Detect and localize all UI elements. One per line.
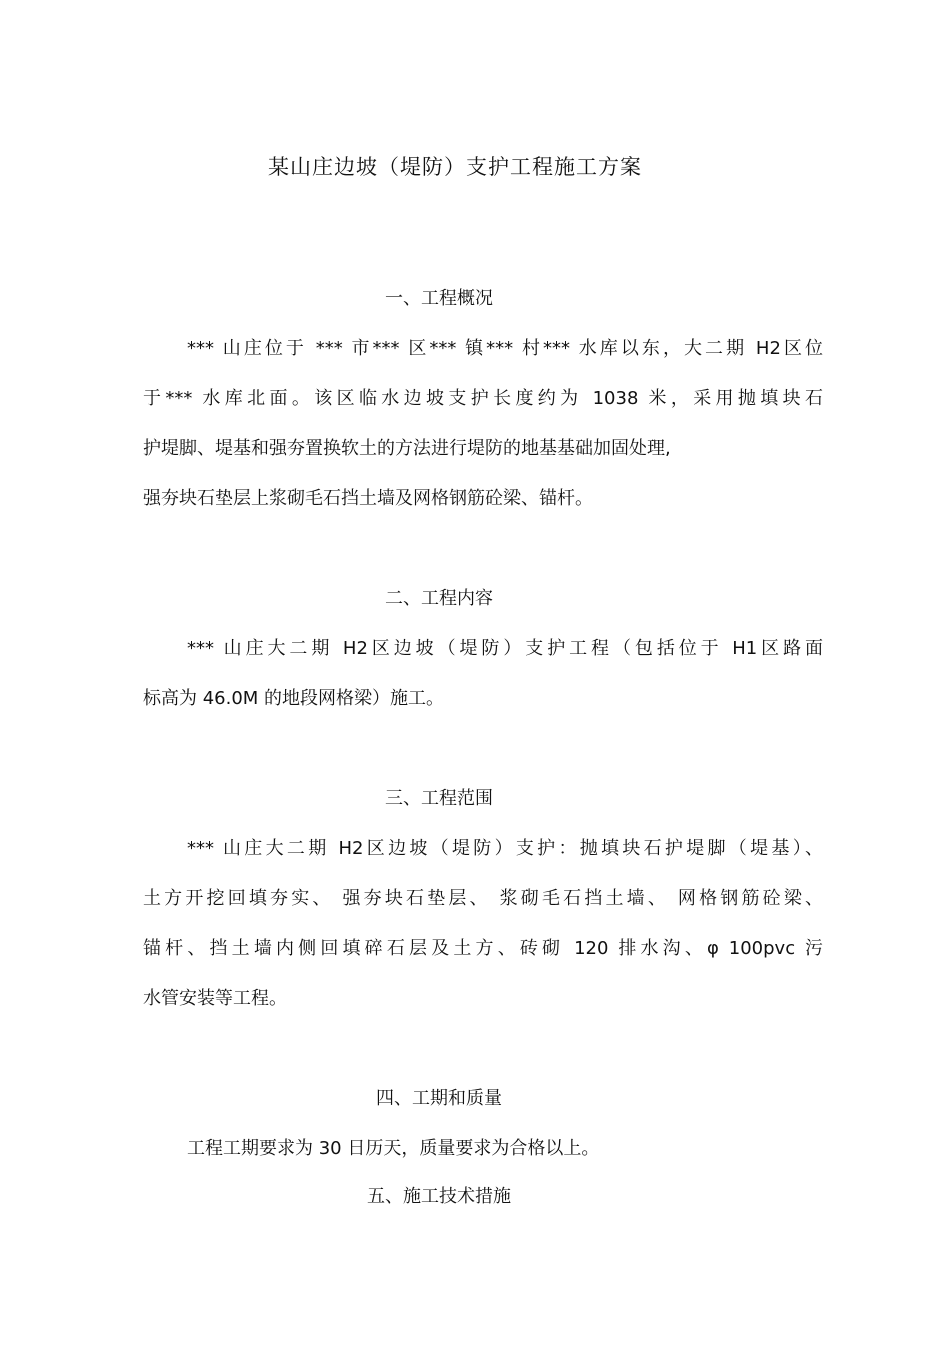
paragraph-line: *** 山庄位于 *** 市*** 区*** 镇*** 村*** 水库以东，大二期 H2区位: [187, 338, 823, 359]
document-title: 某山庄边坡（堤防）支护工程施工方案: [268, 155, 642, 179]
paragraph-line: 水管安装等工程。: [143, 988, 287, 1009]
paragraph-line: 于*** 水库北面。该区临水边坡支护长度约为 1038 米，采用抛填块石: [143, 388, 823, 409]
paragraph-line: 工程工期要求为 30 日历天，质量要求为合格以上。: [187, 1138, 600, 1159]
section-heading-1: 一、工程概况: [385, 288, 493, 309]
section-heading-3: 三、工程范围: [385, 788, 493, 809]
section-heading-2: 二、工程内容: [385, 588, 493, 609]
section-heading-5: 五、施工技术措施: [367, 1186, 511, 1207]
section-heading-4: 四、工期和质量: [376, 1088, 502, 1109]
paragraph-line: 护堤脚、堤基和强夯置换软土的方法进行堤防的地基基础加固处理,: [143, 438, 671, 459]
paragraph-line: 强夯块石垫层上浆砌毛石挡土墙及网格钢筋砼梁、锚杆。: [143, 488, 593, 509]
paragraph-line: *** 山庄大二期 H2区边坡（堤防）支护工程（包括位于 H1区路面: [187, 638, 823, 659]
paragraph-line: 锚杆、挡土墙内侧回填碎石层及土方、砖砌 120 排水沟、φ 100pvc 污: [143, 938, 823, 959]
paragraph-line: *** 山庄大二期 H2区边坡（堤防）支护：抛填块石护堤脚（堤基）、: [187, 838, 823, 859]
paragraph-line: 土方开挖回填夯实、 强夯块石垫层、 浆砌毛石挡土墙、 网格钢筋砼梁、: [143, 888, 823, 909]
paragraph-line: 标高为 46.0M 的地段网格梁）施工。: [143, 688, 445, 709]
